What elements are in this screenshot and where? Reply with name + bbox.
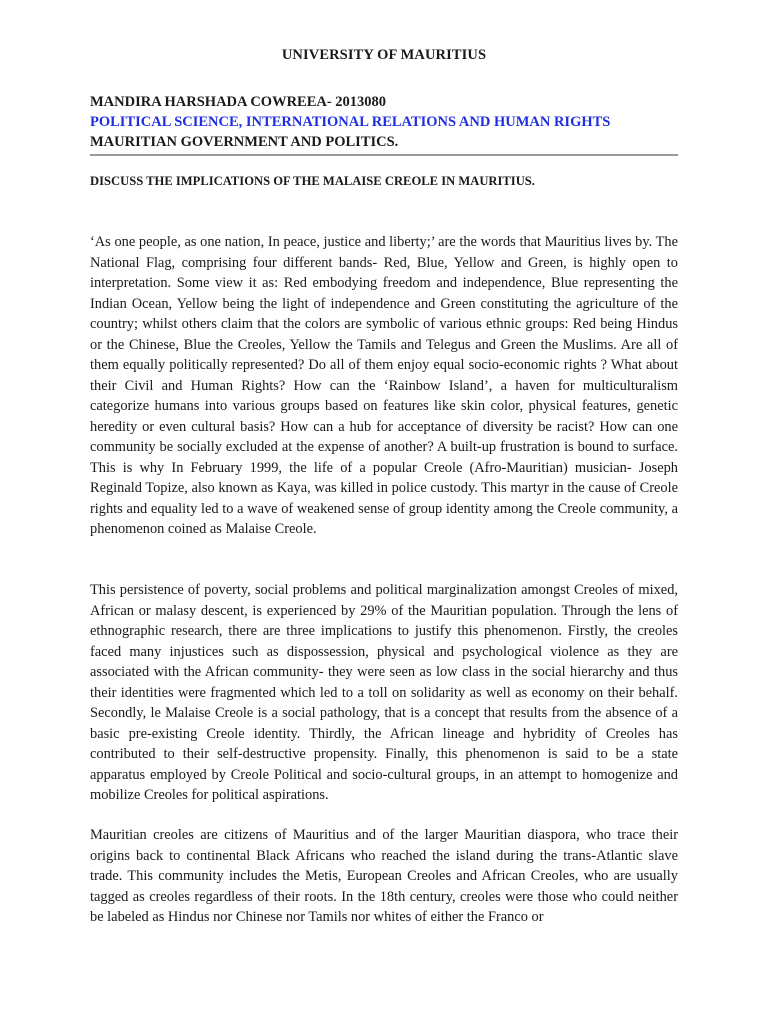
module-line: MAURITIAN GOVERNMENT AND POLITICS. (90, 134, 399, 150)
author-line: MANDIRA HARSHADA COWREEA- 2013080 (90, 94, 387, 110)
body-paragraph-2: This persistence of poverty, social problems and political marginalization amongst Creoles of mixed, African or malasy descent, is experienced by 29% of the Mauritian population. Through the lens of ethnographic research, there are three implications to justify this phenomenon. Firstly, the creoles faced many injustices such as dispossession, physical and psychological violence as they are associated with the African community- they were seen as low class in the social hierarchy and thus their identities were fragmented which led to a toll on solidarity as well as economy on their behalf. Secondly, le Malaise Creole is a social pathology, that is a concept that results from the absence of a basic pre-existing Creole identity. Thirdly, the African lineage and hybridity of Creoles has contributed to their self-destructive propensity. Finally, this phenomenon is said to be a state apparatus employed by Creole Political and socio-cultural groups, in an attempt to homogenize and mobilize Creoles for political aspirations. (90, 582, 678, 803)
university-title: UNIVERSITY OF MAURITIUS (281, 47, 487, 63)
body-paragraph-1: ‘As one people, as one nation, In peace, justice and liberty;’ are the words that Mauritius lives by. The National Flag, comprising four different bands- Red, Blue, Yellow and Green, is highly open to interpretation. Some view it as: Red embodying freedom and independence, Blue representing the Indian Ocean, Yellow being the light of independence and Green constituting the agriculture of the country; whilst others claim that the colors are symbolic of various ethnic groups: Red being Hindus or the Chinese, Blue the Creoles, Yellow the Tamils and Telegus and Green the Muslims. Are all of them equally politically represented? Do all of them enjoy equal socio-economic rights ? What about their Civil and Human Rights? How can the ‘Rainbow Island’, a haven for multiculturalism categorize humans into various groups based on features like skin color, physical features, genetic heredity or even cultural basis? How can a hub for acceptance of diversity be racist? How can one community be socially excluded at the expense of another? A built-up frustration is bound to surface. This is why In February 1999, the life of a popular Creole (Afro-Mauritian) musician- Joseph Reginald Topize, also known as Kaya, was killed in police custody. This martyr in the cause of Creole rights and equality led to a wave of weakened sense of group identity among the Creole community, a phenomenon coined as Malaise Creole. (90, 234, 678, 537)
essay-question: DISCUSS THE IMPLICATIONS OF THE MALAISE CREOLE IN MAURITIUS. (90, 174, 535, 188)
header-divider (90, 154, 678, 156)
body-paragraph-3: Mauritian creoles are citizens of Mauritius and of the larger Mauritian diaspora, who trace their origins back to continental Black Africans who reached the island during the trans-Atlantic slave trade. This community includes the Metis, European Creoles and African Creoles, who are usually tagged as creoles regardless of their roots. In the 18th century, creoles were those who could neither be labeled as Hindus nor Chinese nor Tamils nor whites of either the Franco or (90, 827, 678, 925)
programme-line: POLITICAL SCIENCE, INTERNATIONAL RELATIONS AND HUMAN RIGHTS (90, 114, 611, 130)
